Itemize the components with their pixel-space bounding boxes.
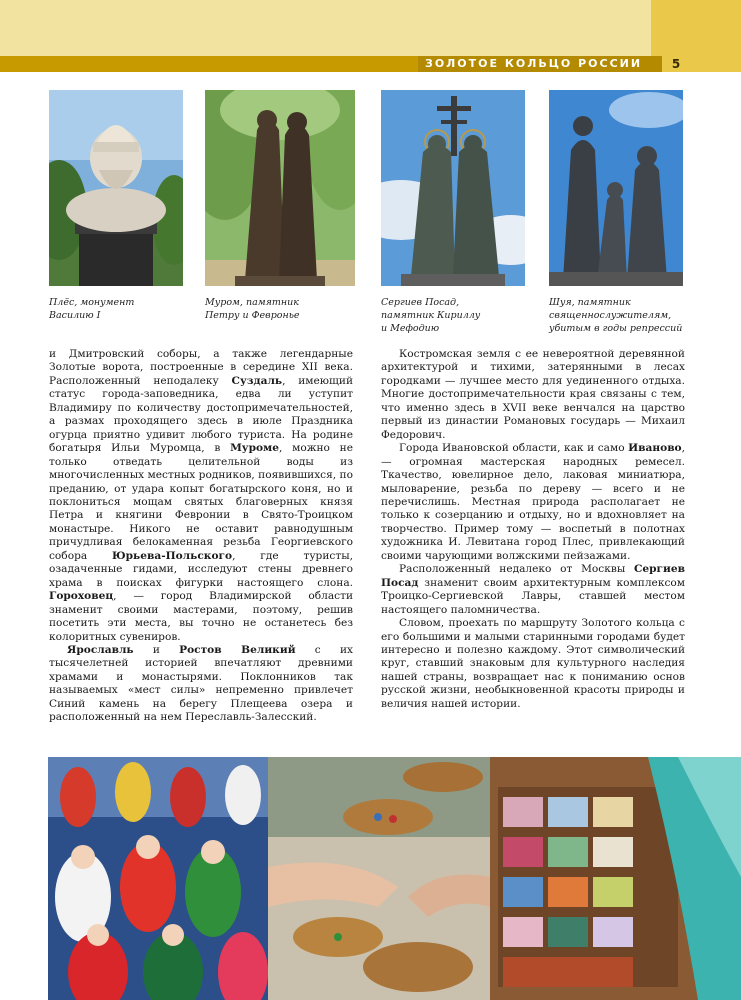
- left-paragraph-2: Ярославль и Ростов Великий с их тысячелетней историей впечатляют древними храмами и монастырями. Поклонников так называемых «мест силы» непременно привлечет Синий камень на берегу Плещеева озера и расположенный на нем Переславль-Залесский.: [49, 643, 353, 724]
- left-text-column: [49, 348, 353, 725]
- top-band: [0, 0, 741, 56]
- page-number: 5: [662, 56, 690, 72]
- photo-sergiev-posad-monument: [381, 90, 525, 286]
- caption-murom: Муром, памятник Петру и Февронье: [205, 297, 300, 321]
- photo-ples-monument: [49, 90, 183, 286]
- photo-shuya-monument: [549, 90, 683, 286]
- right-paragraph-1: Костромская земля с ее невероятной деревянной архитектурой и тихими, затерянными в лесах городками — лучшее место для уединенного отдыха. Многие достопримечательности края связаны с тем, что именно здесь в XVII веке венчался на царство первый из династии Романовых государь — Михаил Федорович.: [381, 348, 685, 441]
- right-paragraph-2: Города Ивановской области, как и само Иваново, — огромная мастерская народных ремесел. Ткачество, ювелирное дело, лаковая миниатюра, мыловарение, резьба по дереву — всего и не перечислишь. Местная природа располагает не только к созерцанию и отдыху, но и вдохновляет на творчество. Пример тому — воспетый в полотнах художника И. Левитана город Плес, привлекающий своими чарующими волжскими пейзажами.: [381, 442, 685, 562]
- section-title: ЗОЛОТОЕ КОЛЬЦО РОССИИ: [425, 57, 643, 70]
- photo-murom-monument: [205, 90, 355, 286]
- right-paragraph-4: Словом, проехать по маршруту Золотого кольца с его большими и малыми старинными городами будет интересно и полезно каждому. Этот символический круг, ставший знаковым для культурного наследия нашей страны, возвращает нас к пониманию основ русской жизни, необыкновенной красоты природы и величия нашей истории.: [381, 617, 685, 710]
- caption-ples: Плёс, монумент Василию I: [49, 297, 135, 321]
- left-paragraph-1: и Дмитровский соборы, а также легендарные Золотые ворота, построенные в середине XII века. Расположенный неподалеку Суздаль, имеющий статус города-заповедника, едва ли уступит Владимиру по количеству достопримечательностей, а размах проходящего здесь в июле Праздника огурца приятно удивит любого туриста. На родине богатыря Ильи Муромца, в Муроме, можно не только отведать целительной воды из многочисленных местных родников, появившихся, по преданию, от удара копыт богатырского коня, но и поклониться мощам святых благоверных князя Петра и княгини Февронии в Свято-Троицком монастыре. Никого не оставит равнодушным причудливая белокаменная резьба Георгиевского собора Юрьева-Польского, где туристы, озадаченные гидами, исследуют стены древнего храма в поисках фигурки настоящего слона. Гороховец, — город Владимирской области знаменит своими мастерами, поэтому, решив посетить эти места, вы точно не останетесь без колоритных сувениров.: [49, 348, 354, 643]
- crafts-photos: [48, 757, 741, 1000]
- caption-sergiev-posad: Сергиев Посад, памятник Кириллу и Мефодию: [381, 297, 481, 334]
- header-right-block: [690, 56, 741, 72]
- caption-shuya: Шуя, памятник священнослужителям, убитым в годы репрессий: [549, 297, 683, 334]
- right-paragraph-3: Расположенный недалеко от Москвы Сергиев Посад знаменит своим архитектурным комплексом Троицко-Сергиевской Лавры, ставшей местом настоящего паломничества.: [381, 563, 685, 616]
- bottom-photo-strip: [48, 757, 741, 1000]
- right-text-column: [381, 348, 685, 711]
- top-band-accent: [651, 0, 741, 56]
